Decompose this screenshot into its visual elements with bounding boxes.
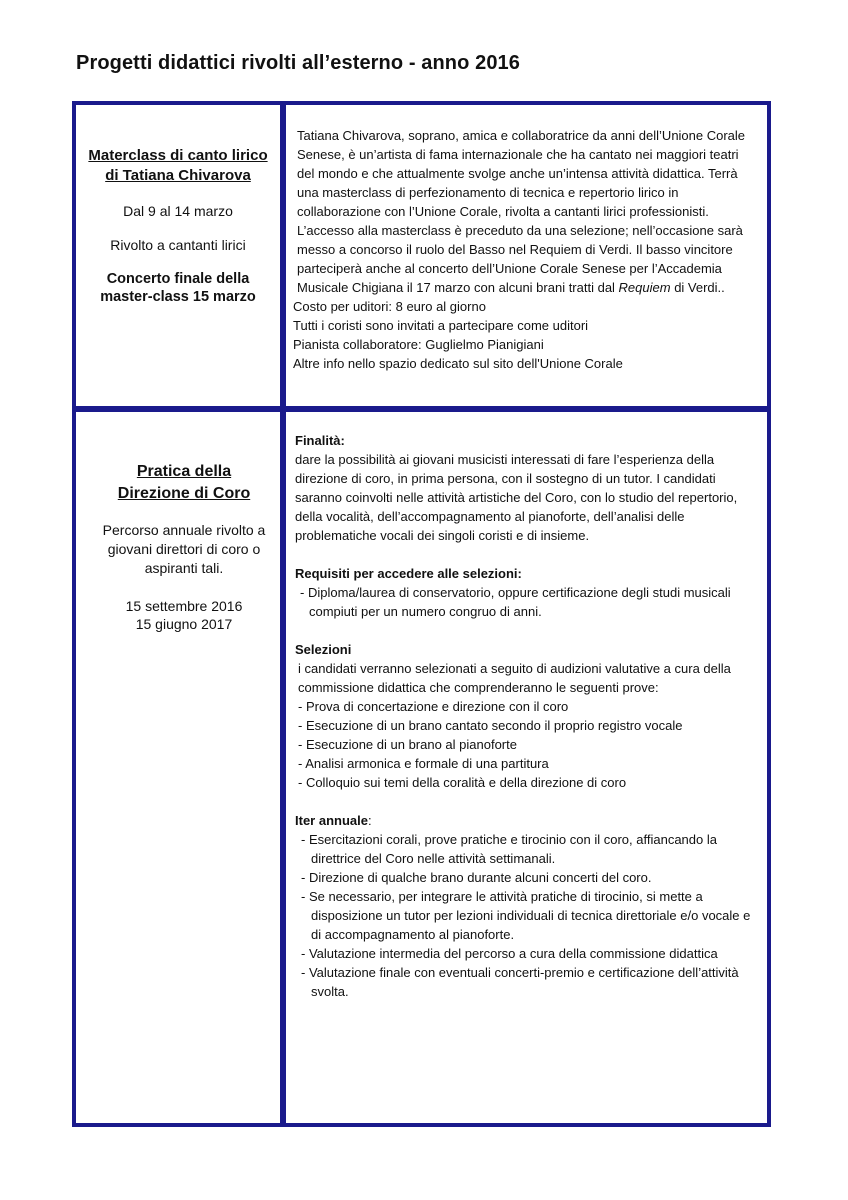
iter-item: - Esercitazioni corali, prove pratiche e tirocinio con il coro, affiancando la direttrice del Coro nelle attività settimanali. <box>301 832 717 866</box>
start-date: 15 settembre 2016 <box>125 598 243 614</box>
more-info-line: Altre info nello spazio dedicato sul sito dell'Unione Corale <box>293 356 623 371</box>
end-date: 15 giugno 2017 <box>135 616 233 632</box>
masterclass-title-line2: di Tatiana Chivarova <box>105 167 251 184</box>
concert-line1: Concerto finale della <box>106 271 250 287</box>
table-row-divider <box>72 406 771 412</box>
pianist-line: Pianista collaboratore: Guglielmo Pianigiani <box>293 337 544 352</box>
selezioni-intro: i candidati verranno selezionati a seguito di audizioni valutative a cura della commissione didattica che comprenderanno le seguenti prove: <box>298 661 731 695</box>
selezioni-item: - Prova di concertazione e direzione con il coro <box>298 699 569 714</box>
choir-title-line1: Pratica della <box>136 463 232 480</box>
selezioni-heading: Selezioni <box>295 642 352 657</box>
choir-title-line2: Direzione di Coro <box>117 485 251 502</box>
finalita-heading: Finalità: <box>295 433 345 448</box>
choir-direction-summary-cell <box>86 461 282 633</box>
requisiti-heading: Requisiti per accedere alle selezioni: <box>295 566 522 581</box>
intro-text: Tatiana Chivarova, soprano, amica e collaboratrice da anni dell’Unione Corale Senese, è un’artista di fama internazionale che ha cantato nei maggiori teatri del mondo e che attualmente svolge anche un’intensa attività didattica. Terrà una masterclass di perfezionamento di tecnica e repertorio lirico in collaborazione con l’Unione Corale, rivolta a cantanti lirici professionisti. L’accesso alla masterclass è preceduto da una selezione; nell’occasione sarà messo a concorso il ruolo del Basso nel Requiem di Verdi. Il basso vincitore parteciperà anche al concerto dell’Unione Corale Senese per l’Accademia Musicale Chigiana il 17 marzo con alcuni brani tratti dal <box>297 128 746 295</box>
intro-text-end: di Verdi.. <box>670 280 725 295</box>
choir-direction-desc: Percorso annuale rivolto a giovani direttori di coro o aspiranti tali. <box>102 522 266 576</box>
iter-heading-text: Iter annuale <box>295 813 368 828</box>
choristers-line: Tutti i coristi sono invitati a partecipare come uditori <box>293 318 589 333</box>
masterclass-summary-cell <box>76 146 280 306</box>
iter-item: - Se necessario, per integrare le attività pratiche di tirocinio, si mette a disposizione un tutor per lezioni individuali di tecnica direttoriale e/o vocale e di accompagnamento al pianoforte. <box>301 889 751 942</box>
masterclass-title <box>76 146 280 186</box>
iter-item: - Valutazione finale con eventuali concerti-premio e certificazione dell’attività svolta. <box>301 965 739 999</box>
iter-item: - Direzione di qualche brano durante alcuni concerti del coro. <box>301 870 652 885</box>
selezioni-item: - Analisi armonica e formale di una partitura <box>298 756 549 771</box>
selezioni-item: - Esecuzione di un brano cantato secondo il proprio registro vocale <box>298 718 683 733</box>
selezioni-item: - Colloquio sui temi della coralità e della direzione di coro <box>298 775 627 790</box>
masterclass-concert <box>76 270 280 306</box>
finalita-text: dare la possibilità ai giovani musicisti interessati di fare l’esperienza della direzione di coro, in prima persona, con il sostegno di un tutor. I candidati saranno coinvolti nelle attività artistiche del Coro, con lo studio del repertorio, della vocalità, dell’accompagnamento al pianoforte, dell’analisi delle problematiche vocali dei singoli coristi e di insieme. <box>295 452 738 543</box>
masterclass-audience: Rivolto a cantanti lirici <box>110 237 246 253</box>
page-title: Progetti didattici rivolti all’esterno - anno 2016 <box>76 52 520 74</box>
requisiti-item: - Diploma/laurea di conservatorio, oppure certificazione degli studi musicali compiuti per un numero congruo di anni. <box>300 585 731 619</box>
selezioni-item: - Esecuzione di un brano al pianoforte <box>298 737 517 752</box>
masterclass-dates: Dal 9 al 14 marzo <box>123 203 233 219</box>
requiem-title: Requiem <box>618 280 671 295</box>
choir-direction-details-cell <box>295 431 761 1001</box>
masterclass-details-cell <box>293 126 759 373</box>
masterclass-title-line1: Materclass di canto lirico <box>88 147 268 164</box>
choir-direction-title <box>86 461 282 505</box>
masterclass-intro <box>293 126 759 297</box>
iter-heading: Iter annuale: <box>295 813 372 828</box>
cost-line: Costo per uditori: 8 euro al giorno <box>293 299 486 314</box>
iter-item: - Valutazione intermedia del percorso a cura della commissione didattica <box>301 946 718 961</box>
concert-line2: master-class 15 marzo <box>100 289 256 305</box>
